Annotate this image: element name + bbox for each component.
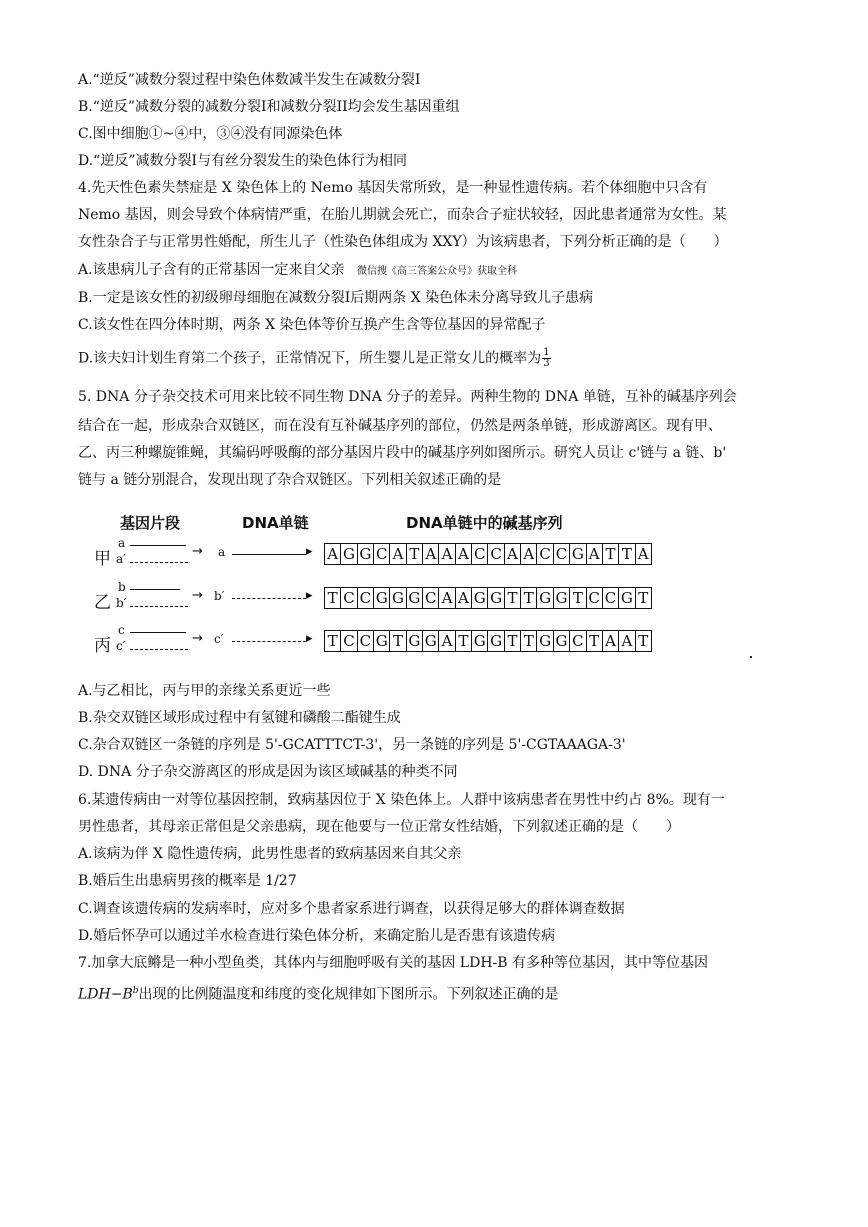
strand-label-a-prime: a′: [116, 552, 126, 566]
sequence-box-jia: [324, 543, 652, 565]
q5-option-d: D. DNA 分子杂交游离区的形成是因为该区域碱基的种类不同: [78, 764, 458, 780]
base-cell: A: [602, 631, 618, 651]
dashed-strand-a-prime: [130, 562, 188, 563]
q4-option-d: [78, 348, 551, 369]
base-cell: G: [487, 588, 503, 608]
base-cell: C: [340, 631, 356, 651]
strand-label-a: a: [118, 536, 126, 550]
base-cell: C: [422, 588, 438, 608]
base-cell: G: [618, 588, 634, 608]
base-cell: T: [635, 631, 651, 651]
q4-stem-line2: Nemo 基因，则会导致个体病情严重，在胎儿期就会死亡，而杂合子症状较轻，因此患者通常为女性。某: [78, 207, 727, 223]
base-cell: C: [586, 588, 602, 608]
q5-stem-line3: 乙、丙三种螺旋锥蝇，其编码呼吸酶的部分基因片段中的碱基序列如图所示。研究人员让 c'链与 a 链、b': [78, 445, 727, 461]
strand-label-c-prime: c′: [116, 639, 126, 653]
sequence-box-yi: [324, 587, 652, 609]
single-strand-c-prime: c′: [214, 632, 224, 646]
q6-option-b: B.婚后生出患病男孩的概率是 1/27: [78, 873, 297, 889]
strand-label-b-prime: b′: [116, 596, 127, 610]
arrow-head-icon: ▸: [306, 588, 313, 603]
strand-label-c: c: [118, 623, 125, 637]
base-cell: C: [357, 588, 373, 608]
base-cell: C: [553, 544, 569, 564]
q7-stem-line1: 7.加拿大底鳉是一种小型鱼类，其体内与细胞呼吸有关的基因 LDH-B 有多种等位基因，其中等位基因: [78, 955, 709, 971]
q5-option-a: A.与乙相比，丙与甲的亲缘关系更近一些: [78, 683, 331, 699]
fraction-one-third: $\frac{1}{3}$: [543, 347, 550, 369]
base-cell: G: [536, 588, 552, 608]
base-cell: A: [455, 588, 471, 608]
q4-option-a: [78, 260, 517, 282]
q5-stem-line4: 链与 a 链分别混合，发现出现了杂合双链区。下列相关叙述正确的是: [78, 472, 502, 488]
single-strand-b-prime: b′: [214, 589, 225, 603]
base-cell: A: [586, 544, 602, 564]
base-cell: G: [553, 631, 569, 651]
base-cell: A: [635, 544, 651, 564]
base-cell: T: [327, 632, 338, 650]
q6-stem-line2: 男性患者，其母亲正常但是父亲患病，现在他要与一位正常女性结婚，下列叙述正确的是（ ）: [78, 819, 680, 835]
base-cell: T: [455, 631, 471, 651]
dashed-strand-b-prime: [130, 606, 188, 607]
q6-option-c: C.调查该遗传病的发病率时，应对多个患者家系进行调查，以获得足够大的群体调查数据: [78, 901, 625, 917]
header-base-sequence: DNA单链中的碱基序列: [406, 514, 563, 532]
solid-arrow-line-a: [232, 554, 306, 555]
q4-option-b: B.一定是该女性的初级卵母细胞在减数分裂I后期两条 X 染色体未分离导致儿子患病: [78, 290, 594, 306]
base-cell: G: [536, 631, 552, 651]
base-cell: A: [618, 631, 634, 651]
base-cell: T: [389, 631, 405, 651]
q3-option-c: C.图中细胞①~④中，③④没有同源染色体: [78, 126, 343, 142]
solid-strand-c: [130, 632, 186, 633]
gene-superscript: b: [132, 986, 139, 996]
species-jia: 甲: [94, 549, 111, 569]
q7-stem-line2: [78, 981, 559, 1005]
base-cell: T: [635, 588, 651, 608]
arrow-icon: →: [192, 631, 203, 646]
q5-option-b: B.杂交双链区域形成过程中有氢键和磷酸二酯键生成: [78, 710, 401, 726]
base-cell: A: [438, 544, 454, 564]
q6-stem-line1: 6.某遗传病由一对等位基因控制，致病基因位于 X 染色体上。人群中该病患者在男性中约占 8%。现有一: [78, 792, 725, 808]
base-cell: G: [569, 544, 585, 564]
base-cell: G: [471, 588, 487, 608]
arrow-head-icon: ▸: [306, 544, 313, 559]
q6-option-d: D.婚后怀孕可以通过羊水检查进行染色体分析，来确定胎儿是否患有该遗传病: [78, 928, 556, 944]
base-cell: T: [569, 588, 585, 608]
base-cell: G: [553, 588, 569, 608]
base-cell: G: [471, 631, 487, 651]
base-cell: G: [389, 588, 405, 608]
base-cell: C: [340, 588, 356, 608]
q5-stem-line1: 5. DNA 分子杂交技术可用来比较不同生物 DNA 分子的差异。两种生物的 DNA 单链，互补的碱基序列会: [78, 389, 737, 405]
base-cell: T: [602, 544, 618, 564]
solid-strand-a: [130, 545, 186, 546]
q4-option-a-text: A.该患病儿子含有的正常基因一定来自父亲: [78, 262, 345, 278]
base-cell: G: [487, 631, 503, 651]
base-cell: A: [504, 544, 520, 564]
base-cell: A: [520, 544, 536, 564]
base-cell: G: [340, 544, 356, 564]
base-cell: T: [520, 631, 536, 651]
q5-stem-line2: 结合在一起，形成杂合双链区，而在没有互补碱基序列的部位，仍然是两条单链，形成游离区。现有甲、: [78, 418, 722, 434]
base-cell: C: [569, 631, 585, 651]
base-cell: A: [422, 544, 438, 564]
header-gene-fragment: 基因片段: [120, 514, 181, 532]
watermark-text: 微信搜《高三答案公众号》获取全科: [357, 266, 518, 277]
base-cell: C: [536, 544, 552, 564]
base-cell: T: [504, 631, 520, 651]
base-cell: T: [406, 544, 422, 564]
dashed-strand-c-prime: [130, 649, 188, 650]
base-cell: C: [373, 544, 389, 564]
base-cell: C: [357, 631, 373, 651]
base-cell: C: [487, 544, 503, 564]
q5-option-c: C.杂合双链区一条链的序列是 5'-GCATTTCT-3'，另一条链的序列是 5'-CGTAAAGA-3': [78, 737, 626, 753]
q3-option-a: A.“逆反”减数分裂过程中染色体数减半发生在减数分裂I: [78, 72, 421, 88]
base-cell: C: [602, 588, 618, 608]
scan-dot: [750, 656, 752, 658]
q4-option-d-text: D.该夫妇计划生育第二个孩子，正常情况下，所生婴儿是正常女儿的概率为: [78, 350, 542, 367]
species-yi: 乙: [94, 593, 111, 613]
base-cell: T: [618, 544, 634, 564]
base-cell: T: [327, 589, 338, 607]
q3-option-b: B.“逆反”减数分裂的减数分裂I和减数分裂II均会发生基因重组: [78, 99, 460, 115]
base-cell: A: [327, 545, 339, 563]
dashed-arrow-line-c: [232, 641, 306, 642]
base-cell: A: [438, 588, 454, 608]
base-cell: G: [373, 588, 389, 608]
base-cell: G: [373, 631, 389, 651]
dna-sequence-figure: [90, 512, 670, 662]
q6-option-a: A.该病为伴 X 隐性遗传病，此男性患者的致病基因来自其父亲: [78, 846, 462, 862]
q7-stem-line2-text: 出现的比例随温度和纬度的变化规律如下图所示。下列叙述正确的是: [138, 986, 559, 1003]
species-bing: 丙: [94, 636, 111, 656]
header-dna-single-strand: DNA单链: [242, 514, 309, 532]
solid-strand-b: [130, 589, 180, 590]
base-cell: G: [406, 588, 422, 608]
arrow-icon: →: [192, 544, 203, 559]
q4-stem-line3: 女性杂合子与正常男性婚配，所生儿子（性染色体组成为 XXY）为该病患者，下列分析正确的是（ ）: [78, 234, 728, 250]
base-cell: G: [422, 631, 438, 651]
q4-stem-line1: 4.先天性色素失禁症是 X 染色体上的 Nemo 基因失常所致，是一种显性遗传病。若个体细胞中只含有: [78, 180, 708, 196]
dashed-arrow-line-b: [232, 598, 306, 599]
base-cell: T: [520, 588, 536, 608]
base-cell: G: [357, 544, 373, 564]
base-cell: C: [471, 544, 487, 564]
arrow-head-icon: ▸: [306, 631, 313, 646]
gene-symbol: LDH−B: [78, 986, 133, 1003]
base-cell: A: [438, 631, 454, 651]
sequence-box-bing: [324, 630, 652, 652]
single-strand-a: a: [218, 545, 226, 559]
base-cell: G: [406, 631, 422, 651]
base-cell: T: [504, 588, 520, 608]
base-cell: A: [455, 544, 471, 564]
strand-label-b: b: [118, 580, 126, 594]
arrow-icon: →: [192, 588, 203, 603]
q3-option-d: D.“逆反”减数分裂I与有丝分裂发生的染色体行为相同: [78, 153, 408, 169]
base-cell: A: [389, 544, 405, 564]
base-cell: T: [586, 631, 602, 651]
q4-option-c: C.该女性在四分体时期，两条 X 染色体等价互换产生含等位基因的异常配子: [78, 317, 546, 333]
